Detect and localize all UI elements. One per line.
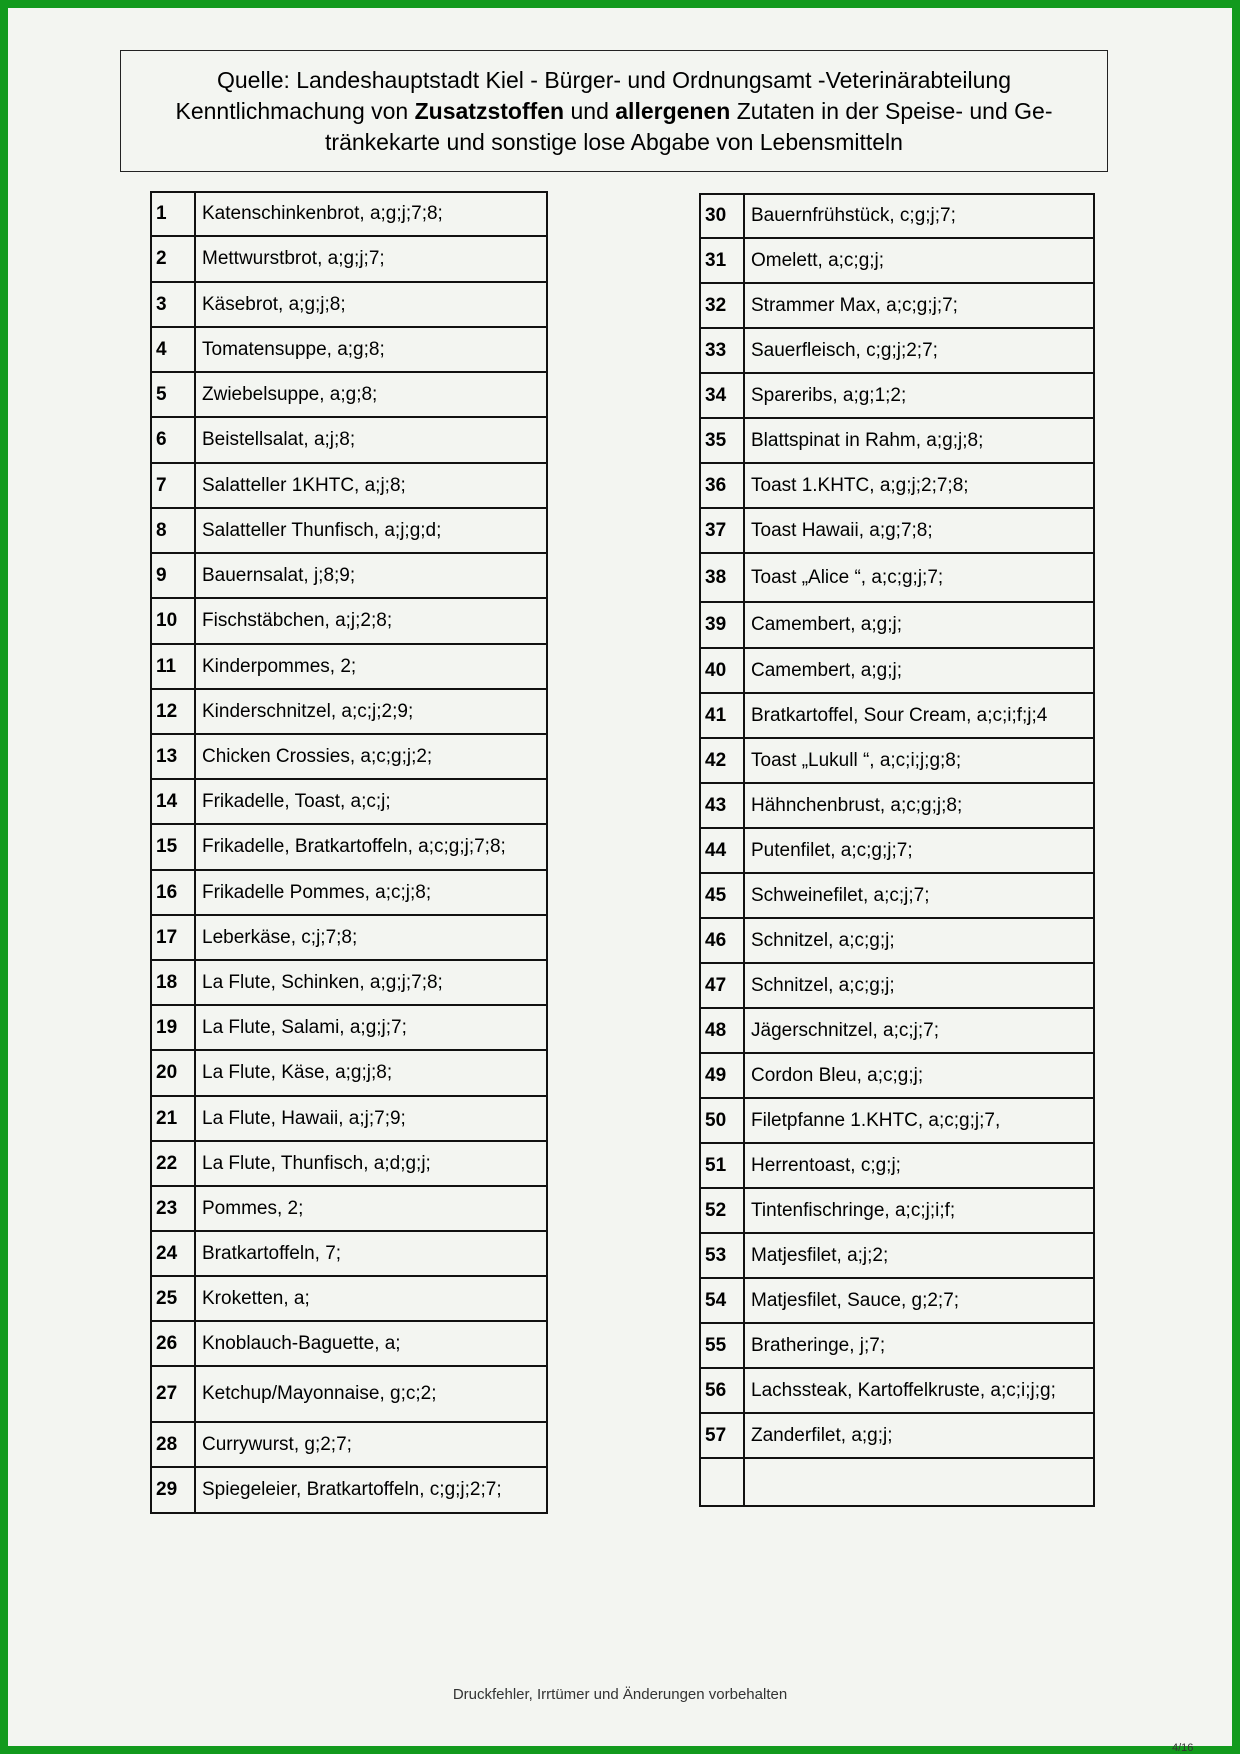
item-number: 37 [700, 508, 744, 553]
table-row [700, 553, 1094, 602]
table-row [151, 553, 547, 598]
item-description: Currywurst, g;2;7; [195, 1422, 547, 1467]
item-number: 48 [700, 1008, 744, 1053]
table-row [700, 1368, 1094, 1413]
item-number: 8 [151, 508, 195, 553]
item-number: 41 [700, 693, 744, 738]
item-description: La Flute, Hawaii, a;j;7;9; [195, 1096, 547, 1141]
item-description: Lachssteak, Kartoffelkruste, a;c;i;j;g; [744, 1368, 1094, 1413]
item-number: 7 [151, 463, 195, 508]
table-row [700, 1188, 1094, 1233]
item-description: Strammer Max, a;c;g;j;7; [744, 283, 1094, 328]
item-number: 9 [151, 553, 195, 598]
disclaimer-footer: Druckfehler, Irrtümer und Änderungen vorbehalten [452, 1686, 788, 1703]
item-description: Kroketten, a; [195, 1276, 547, 1321]
item-number: 36 [700, 463, 744, 508]
menu-table-right [699, 193, 1095, 1507]
item-number: 16 [151, 870, 195, 915]
item-description: Frikadelle, Bratkartoffeln, a;c;g;j;7;8; [195, 824, 547, 870]
item-description: Spiegeleier, Bratkartoffeln, c;g;j;2;7; [195, 1467, 547, 1513]
table-row [700, 373, 1094, 418]
table-row [700, 418, 1094, 463]
item-number: 53 [700, 1233, 744, 1278]
menu-table-left [150, 191, 548, 1514]
table-row [700, 828, 1094, 873]
item-description: Camembert, a;g;j; [744, 648, 1094, 693]
item-description: Katenschinkenbrot, a;g;j;7;8; [195, 192, 547, 236]
item-description: Blattspinat in Rahm, a;g;j;8; [744, 418, 1094, 463]
table-row [151, 1321, 547, 1366]
item-description: Pommes, 2; [195, 1186, 547, 1231]
table-row [151, 734, 547, 779]
table-row [151, 1366, 547, 1422]
table-row [700, 508, 1094, 553]
item-description: Matjesfilet, a;j;2; [744, 1233, 1094, 1278]
item-description: Hähnchenbrust, a;c;g;j;8; [744, 783, 1094, 828]
item-number: 3 [151, 282, 195, 327]
item-description: Chicken Crossies, a;c;g;j;2; [195, 734, 547, 779]
item-description: La Flute, Thunfisch, a;d;g;j; [195, 1141, 547, 1186]
item-number: 17 [151, 915, 195, 960]
item-number: 51 [700, 1143, 744, 1188]
table-row [151, 870, 547, 915]
item-number: 15 [151, 824, 195, 870]
item-description: Jägerschnitzel, a;c;j;7; [744, 1008, 1094, 1053]
item-description: Matjesfilet, Sauce, g;2;7; [744, 1278, 1094, 1323]
item-number: 13 [151, 734, 195, 779]
item-number: 34 [700, 373, 744, 418]
item-description [744, 1458, 1094, 1506]
table-row [151, 960, 547, 1005]
item-description: Filetpfanne 1.KHTC, a;c;g;j;7, [744, 1098, 1094, 1143]
item-number: 52 [700, 1188, 744, 1233]
table-row [700, 783, 1094, 828]
item-number: 10 [151, 598, 195, 644]
table-row [151, 1141, 547, 1186]
item-description: Toast Hawaii, a;g;7;8; [744, 508, 1094, 553]
table-row [151, 1422, 547, 1467]
item-description: Bauernfrühstück, c;g;j;7; [744, 194, 1094, 238]
item-description: Bratkartoffeln, 7; [195, 1231, 547, 1276]
table-row [151, 463, 547, 508]
item-description: Beistellsalat, a;j;8; [195, 417, 547, 463]
item-description: Putenfilet, a;c;g;j;7; [744, 828, 1094, 873]
table-row [151, 1186, 547, 1231]
table-row [151, 598, 547, 644]
item-number: 33 [700, 328, 744, 373]
table-row [700, 738, 1094, 783]
table-row [700, 602, 1094, 648]
item-description: Bratkartoffel, Sour Cream, a;c;i;f;j;4 [744, 693, 1094, 738]
item-number: 54 [700, 1278, 744, 1323]
table-row [151, 192, 547, 236]
table-row [700, 328, 1094, 373]
item-description: Schweinefilet, a;c;j;7; [744, 873, 1094, 918]
table-row [700, 1323, 1094, 1368]
item-number: 29 [151, 1467, 195, 1513]
item-number: 39 [700, 602, 744, 648]
item-number: 18 [151, 960, 195, 1005]
table-row [151, 1050, 547, 1096]
table-row [151, 282, 547, 327]
item-number: 19 [151, 1005, 195, 1050]
item-description: Ketchup/Mayonnaise, g;c;2; [195, 1366, 547, 1422]
table-row [151, 644, 547, 689]
item-description: Frikadelle, Toast, a;c;j; [195, 779, 547, 824]
item-number: 6 [151, 417, 195, 463]
item-description: Herrentoast, c;g;j; [744, 1143, 1094, 1188]
item-description: Spareribs, a;g;1;2; [744, 373, 1094, 418]
table-row [700, 283, 1094, 328]
item-number: 50 [700, 1098, 744, 1143]
item-number: 40 [700, 648, 744, 693]
table-row [700, 1233, 1094, 1278]
item-number: 12 [151, 689, 195, 734]
table-row [151, 1276, 547, 1321]
table-row [700, 1143, 1094, 1188]
item-description: Salatteller 1KHTC, a;j;8; [195, 463, 547, 508]
header-line-2: Kenntlichmachung von Zusatzstoffen und allergenen Zutaten in der Speise- und Ge- [175, 97, 1053, 124]
item-description: Schnitzel, a;c;g;j; [744, 963, 1094, 1008]
item-number: 57 [700, 1413, 744, 1458]
item-description: Toast „Lukull “, a;c;i;j;g;8; [744, 738, 1094, 783]
item-number: 11 [151, 644, 195, 689]
table-row [700, 648, 1094, 693]
table-row [700, 463, 1094, 508]
item-description: La Flute, Schinken, a;g;j;7;8; [195, 960, 547, 1005]
item-number: 27 [151, 1366, 195, 1422]
item-description: Frikadelle Pommes, a;c;j;8; [195, 870, 547, 915]
table-row [151, 915, 547, 960]
item-description: Toast „Alice “, a;c;g;j;7; [744, 553, 1094, 602]
item-number: 14 [151, 779, 195, 824]
item-number: 56 [700, 1368, 744, 1413]
table-row [151, 689, 547, 734]
item-number: 4 [151, 327, 195, 372]
item-description: Camembert, a;g;j; [744, 602, 1094, 648]
item-number: 23 [151, 1186, 195, 1231]
source-header [120, 50, 1108, 172]
table-row [151, 327, 547, 372]
item-number: 24 [151, 1231, 195, 1276]
table-row [700, 693, 1094, 738]
item-description: Knoblauch-Baguette, a; [195, 1321, 547, 1366]
table-row [700, 1413, 1094, 1458]
item-number: 43 [700, 783, 744, 828]
item-number: 2 [151, 236, 195, 282]
item-number: 21 [151, 1096, 195, 1141]
item-number: 47 [700, 963, 744, 1008]
item-number: 25 [151, 1276, 195, 1321]
item-number [700, 1458, 744, 1506]
item-number: 22 [151, 1141, 195, 1186]
item-number: 45 [700, 873, 744, 918]
item-number: 46 [700, 918, 744, 963]
table-row [700, 873, 1094, 918]
table-row [151, 1467, 547, 1513]
item-number: 42 [700, 738, 744, 783]
item-description: Sauerfleisch, c;g;j;2;7; [744, 328, 1094, 373]
item-number: 28 [151, 1422, 195, 1467]
table-row [700, 1053, 1094, 1098]
item-description: La Flute, Salami, a;g;j;7; [195, 1005, 547, 1050]
item-description: Mettwurstbrot, a;g;j;7; [195, 236, 547, 282]
table-row [700, 963, 1094, 1008]
item-description: Tomatensuppe, a;g;8; [195, 327, 547, 372]
item-description: Omelett, a;c;g;j; [744, 238, 1094, 283]
item-description: Zanderfilet, a;g;j; [744, 1413, 1094, 1458]
item-number: 44 [700, 828, 744, 873]
item-number: 49 [700, 1053, 744, 1098]
table-row [700, 918, 1094, 963]
item-description: Leberkäse, c;j;7;8; [195, 915, 547, 960]
item-description: Käsebrot, a;g;j;8; [195, 282, 547, 327]
table-row [151, 372, 547, 417]
item-description: Bratheringe, j;7; [744, 1323, 1094, 1368]
table-row [700, 194, 1094, 238]
header-line-1: Quelle: Landeshauptstadt Kiel - Bürger- und Ordnungsamt -Veterinärabteilung [217, 66, 1011, 93]
item-number: 30 [700, 194, 744, 238]
table-row [151, 824, 547, 870]
table-row [700, 1008, 1094, 1053]
item-number: 1 [151, 192, 195, 236]
item-description: Salatteller Thunfisch, a;j;g;d; [195, 508, 547, 553]
table-row [151, 236, 547, 282]
item-description: Kinderschnitzel, a;c;j;2;9; [195, 689, 547, 734]
table-row [700, 1458, 1094, 1506]
item-number: 55 [700, 1323, 744, 1368]
item-description: Tintenfischringe, a;c;j;i;f; [744, 1188, 1094, 1233]
table-row [151, 508, 547, 553]
item-number: 32 [700, 283, 744, 328]
table-row [700, 238, 1094, 283]
item-number: 20 [151, 1050, 195, 1096]
page-number: 4/16 [1172, 1742, 1194, 1754]
table-row [151, 1005, 547, 1050]
item-number: 5 [151, 372, 195, 417]
item-number: 38 [700, 553, 744, 602]
item-description: Schnitzel, a;c;g;j; [744, 918, 1094, 963]
item-description: Cordon Bleu, a;c;g;j; [744, 1053, 1094, 1098]
item-number: 26 [151, 1321, 195, 1366]
item-description: Fischstäbchen, a;j;2;8; [195, 598, 547, 644]
item-description: Toast 1.KHTC, a;g;j;2;7;8; [744, 463, 1094, 508]
table-row [700, 1098, 1094, 1143]
item-description: La Flute, Käse, a;g;j;8; [195, 1050, 547, 1096]
table-row [700, 1278, 1094, 1323]
item-number: 35 [700, 418, 744, 463]
item-description: Kinderpommes, 2; [195, 644, 547, 689]
table-row [151, 1096, 547, 1141]
header-line-3: tränkekarte und sonstige lose Abgabe von Lebensmitteln [325, 128, 903, 155]
item-description: Bauernsalat, j;8;9; [195, 553, 547, 598]
item-number: 31 [700, 238, 744, 283]
table-row [151, 779, 547, 824]
table-row [151, 417, 547, 463]
item-description: Zwiebelsuppe, a;g;8; [195, 372, 547, 417]
table-row [151, 1231, 547, 1276]
